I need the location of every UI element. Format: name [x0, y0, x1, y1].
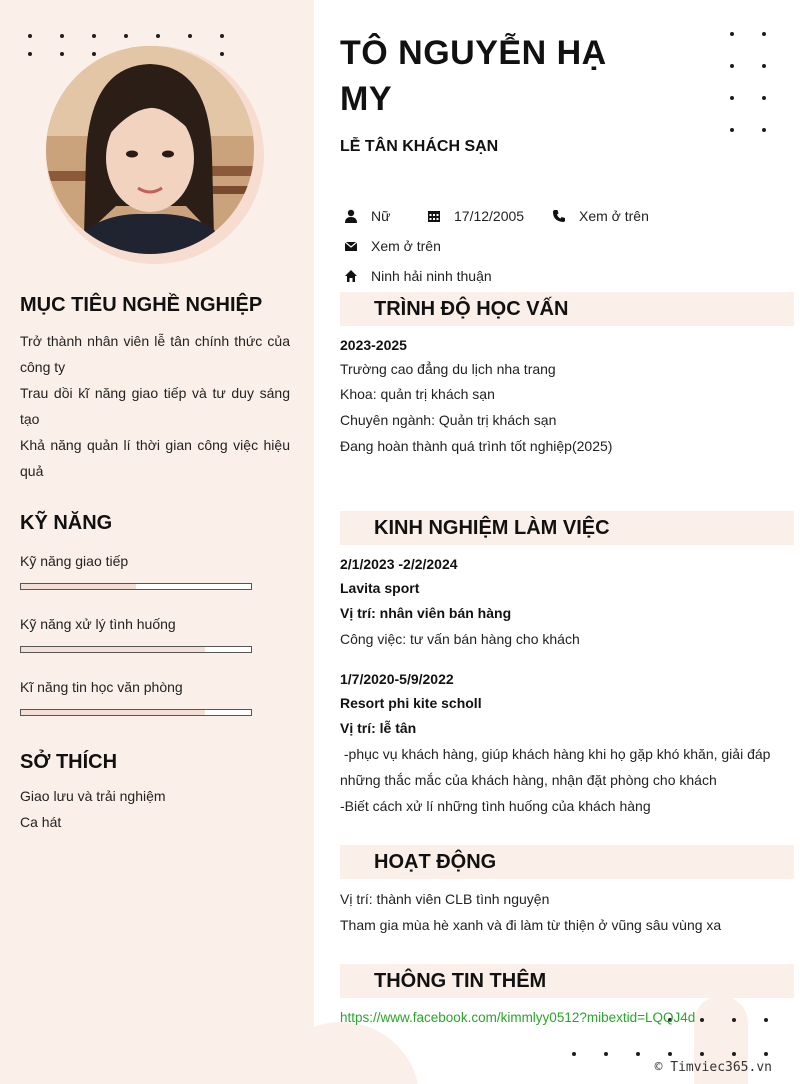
job-title: LỄ TÂN KHÁCH SẠN [340, 138, 499, 155]
facebook-link[interactable]: https://www.facebook.com/kimmlyy0512?mibextid=LQQJ4d [340, 1010, 696, 1025]
objective-line: Trở thành nhân viên lễ tân chính thức của công ty [20, 333, 290, 375]
skill-bar-fill [21, 710, 205, 715]
job-detail: -phục vụ khách hàng, giúp khách hàng khi họ gặp khó khăn, giải đáp [340, 746, 771, 762]
candidate-name-line: TÔ NGUYỄN HẠ [340, 34, 607, 72]
phone-value: Xem ở trên [579, 208, 649, 224]
skill-label: Kỹ năng giao tiếp [20, 553, 129, 569]
info-gender [344, 208, 390, 224]
education-school: Trường cao đẳng du lịch nha trang [340, 361, 556, 377]
job-detail: Công việc: tư vấn bán hàng cho khách [340, 631, 580, 647]
address-value: Ninh hải ninh thuận [371, 268, 492, 284]
job-position: Vị trí: lễ tân [340, 720, 417, 736]
info-address [344, 268, 492, 284]
activities-title: HOẠT ĐỘNG [374, 851, 497, 873]
avatar [46, 46, 254, 254]
skill-bar-fill [21, 647, 205, 652]
objective-line: Khả năng quản lí thời gian công việc hiệu quả [20, 437, 290, 479]
home-icon [344, 269, 358, 283]
education-period: 2023-2025 [340, 337, 407, 353]
job-detail: những thắc mắc của khách hàng, nhận đặt phòng cho khách [340, 772, 717, 788]
sidebar [0, 0, 314, 1084]
candidate-name-line: MY [340, 80, 392, 118]
experience-header [340, 511, 794, 545]
phone-icon [552, 209, 566, 223]
activity-line: Vị trí: thành viên CLB tình nguyện [340, 891, 550, 907]
calendar-icon [427, 209, 441, 223]
decor-dot [572, 1052, 576, 1056]
job-company: Lavita sport [340, 580, 420, 596]
email-value: Xem ở trên [371, 238, 441, 254]
info-birthday [427, 208, 524, 224]
objective-line: Trau dồi kĩ năng giao tiếp và tư duy sáng tạo [20, 385, 290, 427]
info-email [344, 238, 441, 254]
skill-bar-fill [21, 584, 136, 589]
education-faculty: Khoa: quản trị khách sạn [340, 386, 495, 402]
job-position: Vị trí: nhân viên bán hàng [340, 605, 512, 621]
birthday-value: 17/12/2005 [454, 208, 525, 224]
candidate-name [340, 30, 640, 122]
skills-title: KỸ NĂNG [20, 512, 113, 534]
footer-brand: © Timviec365.vn [654, 1060, 772, 1075]
education-title: TRÌNH ĐỘ HỌC VẤN [374, 298, 569, 320]
education-header [340, 292, 794, 326]
skill-label: Kỹ năng xử lý tình huống [20, 616, 176, 632]
activity-line: Tham gia mùa hè xanh và đi làm từ thiện ở vũng sâu vùng xa [340, 917, 722, 933]
extra-title: THÔNG TIN THÊM [374, 970, 547, 992]
experience-title: KINH NGHIỆM LÀM VIỆC [374, 517, 610, 539]
extra-header [340, 964, 794, 998]
education-major: Chuyên ngành: Quản trị khách sạn [340, 412, 557, 428]
hobby-item: Giao lưu và trải nghiệm [20, 788, 166, 804]
person-icon [344, 209, 358, 223]
avatar-ring [46, 46, 264, 264]
job-period: 1/7/2020-5/9/2022 [340, 671, 454, 687]
job-period: 2/1/2023 -2/2/2024 [340, 556, 458, 572]
skill-label: Kĩ năng tin học văn phòng [20, 679, 183, 695]
skill-bar [20, 583, 252, 590]
hobby-item: Ca hát [20, 814, 62, 830]
skill-bar [20, 709, 252, 716]
gender-value: Nữ [371, 208, 391, 224]
info-phone [552, 208, 649, 224]
hobbies-title: SỞ THÍCH [20, 751, 118, 773]
job-detail: -Biết cách xử lí những tình huống của khách hàng [340, 798, 651, 814]
education-status: Đang hoàn thành quá trình tốt nghiệp(2025) [340, 438, 613, 454]
decor-dots-top-right [730, 32, 766, 132]
skill-bar [20, 646, 252, 653]
job-company: Resort phi kite scholl [340, 695, 482, 711]
objective-title: MỤC TIÊU NGHỀ NGHIỆP [20, 294, 263, 316]
mail-icon [344, 239, 358, 253]
activities-header [340, 845, 794, 879]
